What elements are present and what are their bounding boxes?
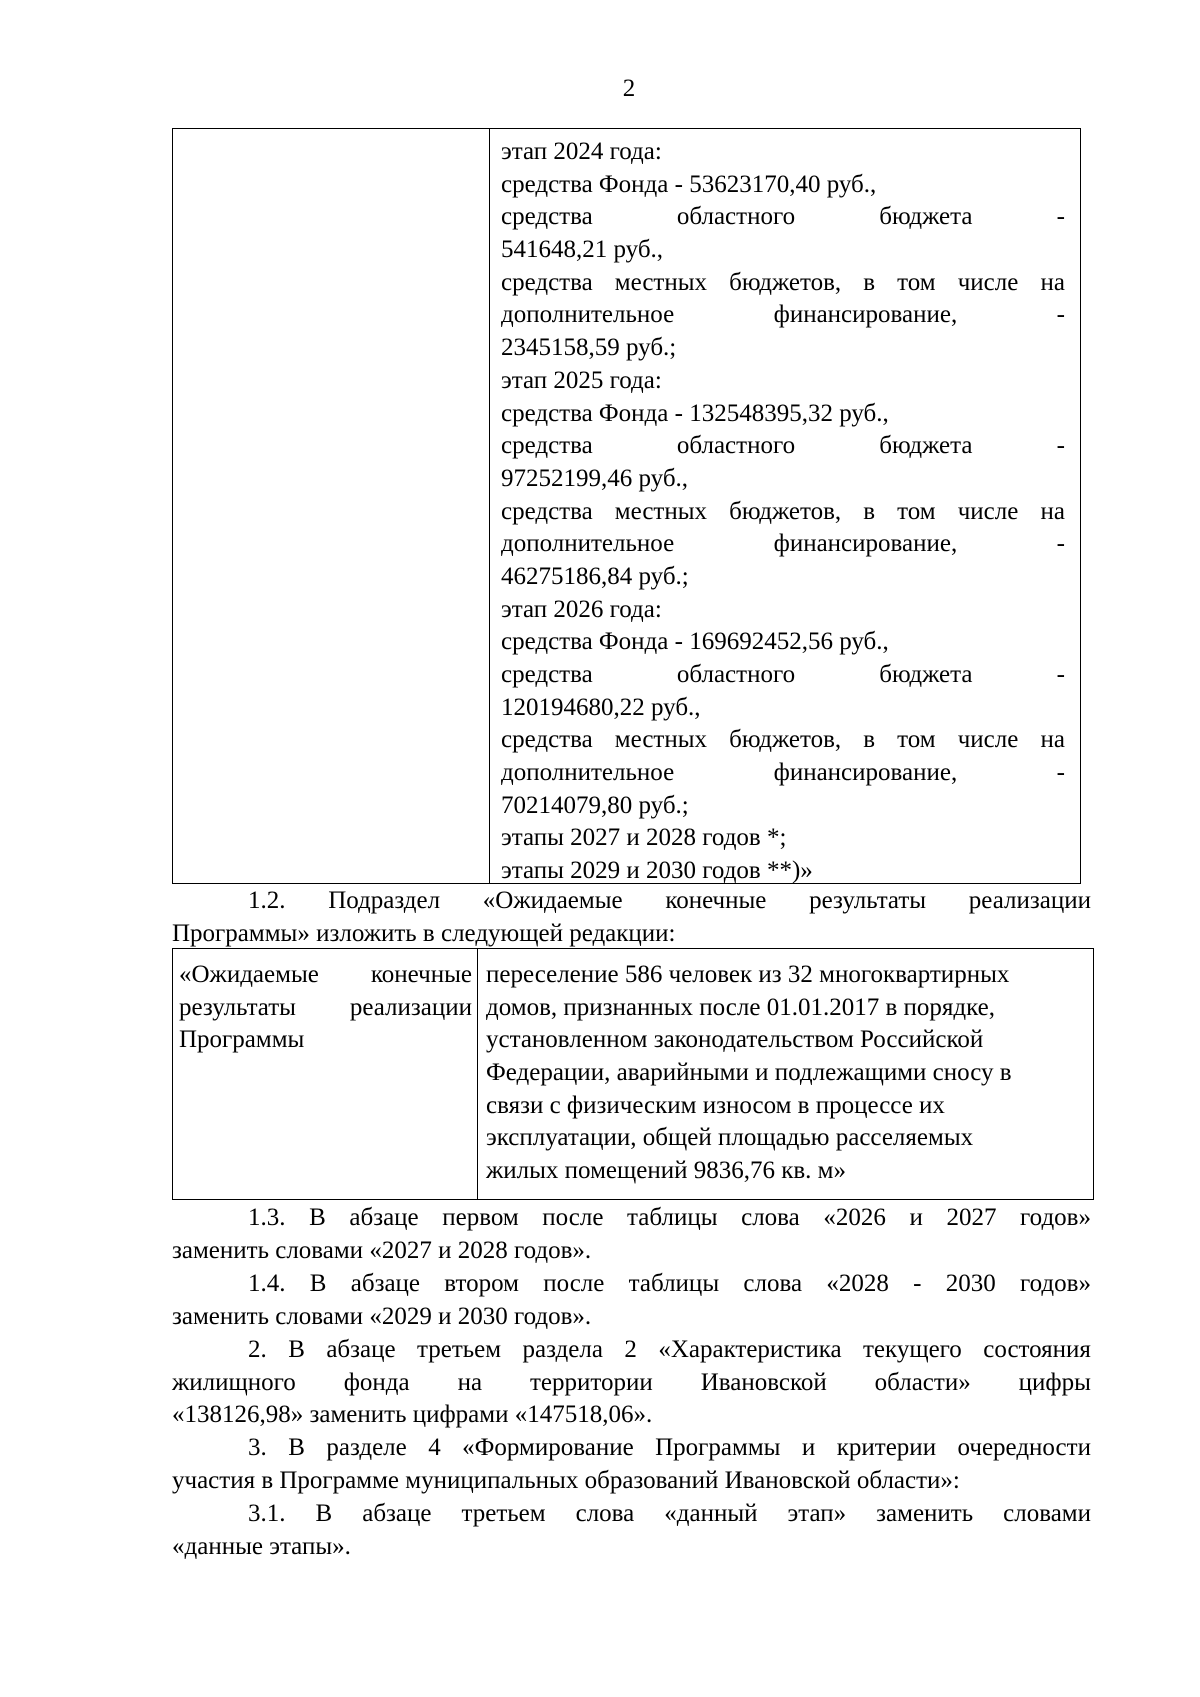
text-word: этап 2025 года:: [501, 366, 662, 394]
text-word: «Ожидаемые: [482, 887, 623, 914]
text-line: [501, 267, 1065, 300]
text-word: этап 2026 года:: [501, 595, 662, 623]
text-word: областного: [676, 432, 796, 460]
text-line: [486, 1057, 1086, 1090]
text-word: В: [315, 1500, 333, 1527]
text-word: -: [913, 1270, 922, 1297]
text-word: результаты: [179, 993, 296, 1021]
text-word: этап 2024 года:: [501, 138, 662, 165]
text-word: том: [897, 268, 936, 296]
text-line: [501, 496, 1065, 529]
text-word: местных: [614, 726, 708, 754]
text-line: [172, 918, 1091, 951]
text-line: [172, 1235, 1091, 1268]
text-word: дополнительное: [501, 301, 675, 329]
text-word: связи с физическим износом в процессе их: [486, 1091, 945, 1119]
text-word: на: [457, 1368, 483, 1396]
results-table: [172, 948, 1094, 1200]
text-word: этап»: [787, 1500, 847, 1527]
text-word: текущего: [863, 1336, 962, 1363]
text-line: [172, 1301, 1091, 1334]
text-line: [172, 1334, 1091, 1367]
text-word: 541648,21 руб.,: [501, 236, 664, 264]
text-word: участия в Программе муниципальных образований Ивановской области»:: [172, 1466, 960, 1494]
text-word: очередности: [957, 1434, 1091, 1461]
text-line: [501, 790, 1065, 823]
text-word: 70214079,80 руб.;: [501, 791, 689, 819]
text-word: этапы 2029 и 2030 годов **)»: [501, 857, 813, 885]
text-word: В: [288, 1336, 305, 1363]
text-line: [501, 398, 1065, 431]
text-word: финансирование,: [773, 530, 958, 558]
text-word: средства: [501, 661, 593, 688]
text-word: после: [542, 1204, 604, 1231]
text-word: средства Фонда - 169692452,56 руб.,: [501, 628, 889, 656]
text-line: [172, 1268, 1091, 1301]
text-word: жилищного: [172, 1368, 296, 1396]
text-word: эксплуатации, общей площадью расселяемых: [486, 1124, 974, 1152]
text-word: 3.1.: [248, 1500, 286, 1527]
text-word: том: [897, 497, 936, 525]
text-line: [501, 332, 1065, 365]
text-line: [501, 528, 1065, 561]
text-word: 3.: [248, 1434, 267, 1461]
text-word: на: [1040, 497, 1065, 525]
text-word: «2028: [826, 1270, 889, 1297]
text-word: Программы: [655, 1434, 781, 1461]
paragraph-3: [172, 1432, 1091, 1497]
text-word: «данный: [664, 1500, 758, 1527]
text-line: [486, 1024, 1086, 1057]
text-word: на: [1040, 726, 1065, 754]
text-word: абзаце: [349, 1204, 419, 1231]
text-word: -: [1056, 661, 1065, 688]
text-line: [486, 959, 1086, 992]
text-word: финансирование,: [773, 301, 958, 329]
text-word: -: [1056, 530, 1065, 558]
text-word: 1.3.: [248, 1204, 286, 1231]
text-line: [179, 959, 472, 992]
text-word: средства Фонда - 132548395,32 руб.,: [501, 399, 889, 427]
text-word: бюджета: [879, 432, 973, 460]
text-word: областного: [676, 203, 796, 231]
text-line: [501, 855, 1065, 888]
text-word: жилых помещений 9836,76 кв. м»: [486, 1157, 846, 1185]
text-word: том: [897, 726, 936, 754]
text-word: «138126,98» заменить цифрами «147518,06».: [172, 1401, 653, 1429]
text-word: 46275186,84 руб.;: [501, 562, 689, 590]
text-word: первом: [442, 1204, 519, 1231]
text-word: 120194680,22 руб.,: [501, 693, 701, 721]
text-line: [486, 1155, 1086, 1188]
text-word: таблицы: [627, 1204, 718, 1231]
text-word: и: [909, 1204, 923, 1231]
text-word: Ивановской: [700, 1368, 827, 1396]
text-word: заменить словами «2029 и 2030 годов».: [172, 1302, 592, 1330]
text-word: бюджета: [879, 661, 973, 688]
text-line: [172, 1399, 1091, 1432]
text-word: переселение 586 человек из 32 многоквартирных: [486, 961, 1010, 988]
financing-table-right-cell: [501, 136, 1065, 888]
text-word: средства: [501, 726, 593, 754]
text-word: -: [1056, 203, 1065, 231]
text-word: конечные: [370, 961, 472, 988]
text-word: Подраздел: [328, 887, 441, 914]
text-word: средства: [501, 268, 593, 296]
text-word: числе: [957, 726, 1019, 754]
text-word: третьем: [417, 1336, 502, 1363]
text-word: 2030: [945, 1270, 996, 1297]
text-word: на: [1040, 268, 1065, 296]
text-line: [172, 1465, 1091, 1498]
text-word: 97252199,46 руб.,: [501, 464, 689, 492]
text-word: -: [1056, 301, 1065, 329]
text-word: цифры: [1018, 1368, 1091, 1396]
text-word: разделе: [326, 1434, 407, 1461]
text-word: словами: [1003, 1500, 1091, 1527]
text-word: В: [309, 1204, 326, 1231]
text-word: и: [801, 1434, 816, 1461]
text-word: областного: [676, 661, 796, 688]
text-word: состояния: [983, 1336, 1091, 1363]
text-word: раздела: [522, 1336, 603, 1363]
text-line: [501, 626, 1065, 659]
text-word: Программы: [179, 1026, 305, 1054]
text-word: конечные: [665, 887, 767, 914]
paragraph-3-1: [172, 1498, 1091, 1563]
text-line: [501, 299, 1065, 332]
text-word: после: [543, 1270, 605, 1297]
paragraph-1-2: [172, 885, 1091, 950]
text-line: [179, 1024, 472, 1057]
text-word: числе: [957, 497, 1019, 525]
paragraph-1-3: [172, 1202, 1091, 1267]
paragraph-1-4: [172, 1268, 1091, 1333]
financing-table: [172, 128, 1081, 884]
text-line: [501, 201, 1065, 234]
text-word: в: [863, 268, 876, 296]
text-word: заменить: [876, 1500, 974, 1527]
text-line: [172, 1432, 1091, 1465]
text-line: [486, 992, 1086, 1025]
text-word: этапы 2027 и 2028 годов *;: [501, 824, 787, 852]
text-line: [172, 1367, 1091, 1400]
text-line: [486, 1122, 1086, 1155]
text-word: таблицы: [628, 1270, 720, 1297]
text-word: Федерации, аварийными и подлежащими сносу в: [486, 1059, 1012, 1087]
text-word: средства: [501, 203, 593, 231]
text-word: -: [1056, 759, 1065, 787]
text-line: [501, 169, 1065, 202]
text-word: бюджетов,: [729, 497, 842, 525]
text-word: местных: [614, 268, 708, 296]
results-table-right-cell: [486, 959, 1086, 1188]
text-word: критерии: [836, 1434, 937, 1461]
text-line: [486, 1090, 1086, 1123]
text-line: [179, 992, 472, 1025]
text-word: В: [309, 1270, 327, 1297]
text-word: 2: [624, 1336, 637, 1363]
text-line: [501, 659, 1065, 692]
text-word: местных: [614, 497, 708, 525]
results-table-left-cell: [179, 959, 472, 1057]
text-word: установленном законодательством Российской: [486, 1026, 984, 1054]
text-word: в: [863, 497, 876, 525]
text-line: [501, 463, 1065, 496]
text-word: финансирование,: [773, 759, 958, 787]
text-word: бюджетов,: [729, 268, 842, 296]
text-word: результаты: [809, 887, 927, 914]
text-line: [501, 692, 1065, 725]
text-word: 1.2.: [248, 887, 286, 914]
text-line: [172, 885, 1091, 918]
text-word: втором: [444, 1270, 519, 1297]
text-word: 2027: [946, 1204, 997, 1231]
text-word: «2026: [823, 1204, 886, 1231]
paragraph-2: [172, 1334, 1091, 1432]
text-line: [501, 234, 1065, 267]
text-word: заменить словами «2027 и 2028 годов».: [172, 1236, 592, 1264]
text-word: бюджетов,: [729, 726, 842, 754]
text-line: [501, 365, 1065, 398]
text-line: [501, 594, 1065, 627]
text-word: слова: [743, 1270, 803, 1297]
text-word: бюджета: [879, 203, 973, 231]
text-word: реализации: [968, 887, 1091, 914]
text-word: фонда: [343, 1368, 410, 1396]
text-word: дополнительное: [501, 759, 675, 787]
text-line: [501, 136, 1065, 169]
text-word: в: [863, 726, 876, 754]
text-line: [501, 561, 1065, 594]
text-word: 2345158,59 руб.;: [501, 334, 677, 362]
table-column-divider: [489, 129, 490, 883]
text-word: средства Фонда - 53623170,40 руб.,: [501, 170, 877, 198]
text-word: слова: [575, 1500, 635, 1527]
text-word: абзаце: [350, 1270, 421, 1297]
text-word: слова: [741, 1204, 800, 1231]
text-word: «данные этапы».: [172, 1532, 351, 1560]
text-word: годов»: [1020, 1204, 1091, 1231]
text-word: средства: [501, 497, 593, 525]
text-word: Программы» изложить в следующей редакции:: [172, 919, 676, 947]
text-word: абзаце: [326, 1336, 396, 1363]
text-word: числе: [957, 268, 1019, 296]
text-line: [172, 1498, 1091, 1531]
text-line: [501, 724, 1065, 757]
text-word: «Характеристика: [658, 1336, 842, 1363]
text-line: [501, 822, 1065, 855]
text-word: -: [1056, 432, 1065, 460]
text-word: территории: [529, 1368, 653, 1396]
page-number: 2: [622, 75, 636, 102]
text-word: области»: [874, 1368, 971, 1396]
text-word: «Ожидаемые: [179, 961, 319, 988]
text-line: [172, 1202, 1091, 1235]
text-word: домов, признанных после 01.01.2017 в порядке,: [486, 993, 995, 1021]
text-line: [172, 1531, 1091, 1564]
text-word: третьем: [461, 1500, 546, 1527]
text-word: 1.4.: [248, 1270, 286, 1297]
table-column-divider: [477, 949, 478, 1199]
text-line: [501, 757, 1065, 790]
text-word: дополнительное: [501, 530, 675, 558]
text-line: [501, 430, 1065, 463]
text-word: средства: [501, 432, 593, 460]
text-word: абзаце: [362, 1500, 432, 1527]
text-word: «Формирование: [462, 1434, 634, 1461]
text-word: В: [288, 1434, 305, 1461]
text-word: реализации: [349, 993, 472, 1021]
text-word: 2.: [248, 1336, 267, 1363]
text-word: годов»: [1020, 1270, 1091, 1297]
text-word: 4: [428, 1434, 441, 1461]
